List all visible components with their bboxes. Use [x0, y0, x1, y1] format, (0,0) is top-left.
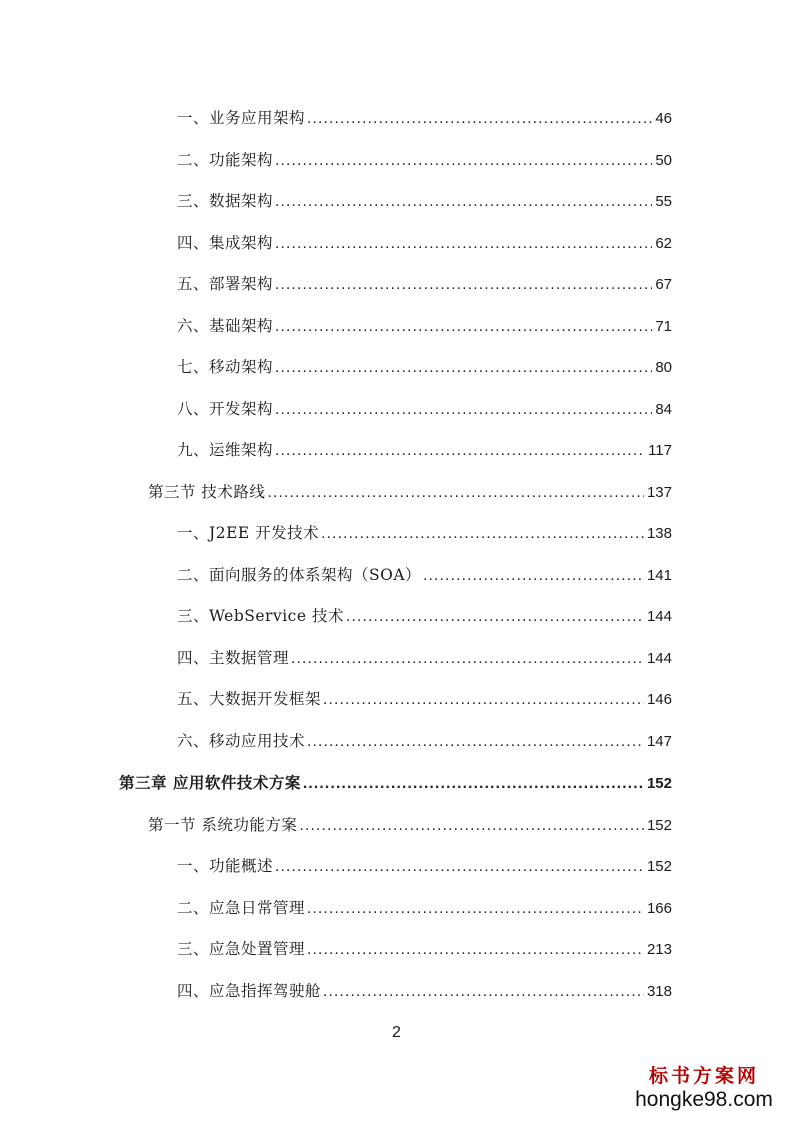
- dot-leader: [275, 359, 652, 377]
- watermark-url: hongke98.com: [635, 1088, 773, 1111]
- toc-entry-label: 四、应急指挥驾驶舱: [177, 982, 322, 1000]
- dot-leader: [267, 484, 644, 502]
- toc-entry-page: 152: [646, 775, 672, 792]
- toc-entry-label: 六、移动应用技术: [177, 732, 306, 750]
- toc-entry-label: 五、大数据开发框架: [177, 690, 322, 708]
- toc-entry[interactable]: [177, 937, 672, 961]
- toc-entry-page: 318: [646, 983, 672, 1000]
- toc-entry-label: 五、部署架构: [177, 275, 274, 293]
- toc-entry-page: 146: [646, 691, 672, 708]
- toc-entry-label: 二、功能架构: [177, 151, 274, 169]
- dot-leader: [275, 276, 652, 294]
- toc-entry-page: 62: [655, 235, 672, 252]
- site-watermark: [629, 1064, 779, 1112]
- toc-entry-page: 55: [655, 193, 672, 210]
- toc-entry[interactable]: [177, 729, 672, 753]
- page-number: 2: [392, 1024, 401, 1041]
- toc-entry-label: 三、应急处置管理: [177, 940, 306, 958]
- dot-leader: [346, 608, 644, 626]
- dot-leader: [275, 235, 652, 253]
- toc-entry-page: 166: [646, 900, 672, 917]
- toc-entry-page: 141: [646, 567, 672, 584]
- dot-leader: [275, 442, 645, 460]
- toc-entry-page: 71: [655, 318, 672, 335]
- dot-leader: [275, 318, 652, 336]
- dot-leader: [321, 525, 644, 543]
- toc-entry-page: 46: [655, 110, 672, 127]
- dot-leader: [275, 193, 652, 211]
- toc-entry[interactable]: [177, 314, 672, 338]
- toc-entry-page: 152: [646, 858, 672, 875]
- toc-entry[interactable]: [177, 687, 672, 711]
- toc-entry-label: 二、面向服务的体系架构（SOA）: [177, 566, 422, 584]
- toc-entry[interactable]: [177, 189, 672, 213]
- toc-entry[interactable]: [177, 563, 672, 587]
- toc-entry[interactable]: [177, 106, 672, 130]
- toc-entry-page: 138: [646, 525, 672, 542]
- toc-entry[interactable]: [177, 646, 672, 670]
- dot-leader: [323, 983, 644, 1001]
- toc-entry-page: 67: [655, 276, 672, 293]
- dot-leader: [307, 733, 644, 751]
- toc-entry-label: 九、运维架构: [177, 441, 274, 459]
- toc-entry[interactable]: [177, 854, 672, 878]
- dot-leader: [323, 691, 644, 709]
- toc-entry[interactable]: [177, 521, 672, 545]
- dot-leader: [307, 110, 652, 128]
- toc-entry-page: 152: [646, 817, 672, 834]
- toc-entry-label: 四、集成架构: [177, 234, 274, 252]
- toc-entry[interactable]: [177, 979, 672, 1003]
- dot-leader: [299, 817, 644, 835]
- toc-entry-label: 三、WebService 技术: [177, 607, 344, 625]
- toc-entry-label: 第三章 应用软件技术方案: [119, 773, 301, 792]
- toc-entry-label: 一、J2EE 开发技术: [177, 524, 320, 542]
- toc-entry-page: 84: [655, 401, 672, 418]
- dot-leader: [303, 775, 644, 793]
- toc-entry[interactable]: [177, 438, 672, 462]
- dot-leader: [275, 858, 644, 876]
- toc-entry-label: 八、开发架构: [177, 400, 274, 418]
- toc-entry[interactable]: [177, 355, 672, 379]
- toc-entry-label: 七、移动架构: [177, 358, 274, 376]
- toc-chapter-entry[interactable]: [119, 771, 672, 795]
- toc-entry-page: 213: [646, 941, 672, 958]
- dot-leader: [275, 401, 652, 419]
- toc-entry-page: 137: [646, 484, 672, 501]
- toc-entry-label: 一、功能概述: [177, 857, 274, 875]
- toc-entry-page: 147: [646, 733, 672, 750]
- watermark-site-name: 标书方案网: [648, 1065, 759, 1087]
- toc-entry-label: 六、基础架构: [177, 317, 274, 335]
- toc-entry-page: 144: [646, 650, 672, 667]
- toc-entry-label: 第三节 技术路线: [148, 483, 266, 501]
- dot-leader: [275, 152, 652, 170]
- toc-section-entry[interactable]: [148, 813, 672, 837]
- toc-entry[interactable]: [177, 397, 672, 421]
- toc-entry[interactable]: [177, 896, 672, 920]
- dot-leader: [291, 650, 644, 668]
- toc-entry-page: 117: [648, 442, 672, 459]
- toc-entry-label: 三、数据架构: [177, 192, 274, 210]
- toc-section-entry[interactable]: [148, 480, 672, 504]
- dot-leader: [307, 941, 644, 959]
- toc-entry[interactable]: [177, 272, 672, 296]
- toc-entry-label: 四、主数据管理: [177, 649, 290, 667]
- toc-entry-page: 144: [646, 608, 672, 625]
- dot-leader: [307, 900, 644, 918]
- toc-entry-label: 第一节 系统功能方案: [148, 816, 298, 834]
- dot-leader: [423, 567, 644, 585]
- toc-entry-label: 一、业务应用架构: [177, 109, 306, 127]
- toc-entry-page: 50: [655, 152, 672, 169]
- toc-entry-page: 80: [655, 359, 672, 376]
- toc-entry[interactable]: [177, 231, 672, 255]
- toc-entry-label: 二、应急日常管理: [177, 899, 306, 917]
- toc-entry[interactable]: [177, 604, 672, 628]
- toc-entry[interactable]: [177, 148, 672, 172]
